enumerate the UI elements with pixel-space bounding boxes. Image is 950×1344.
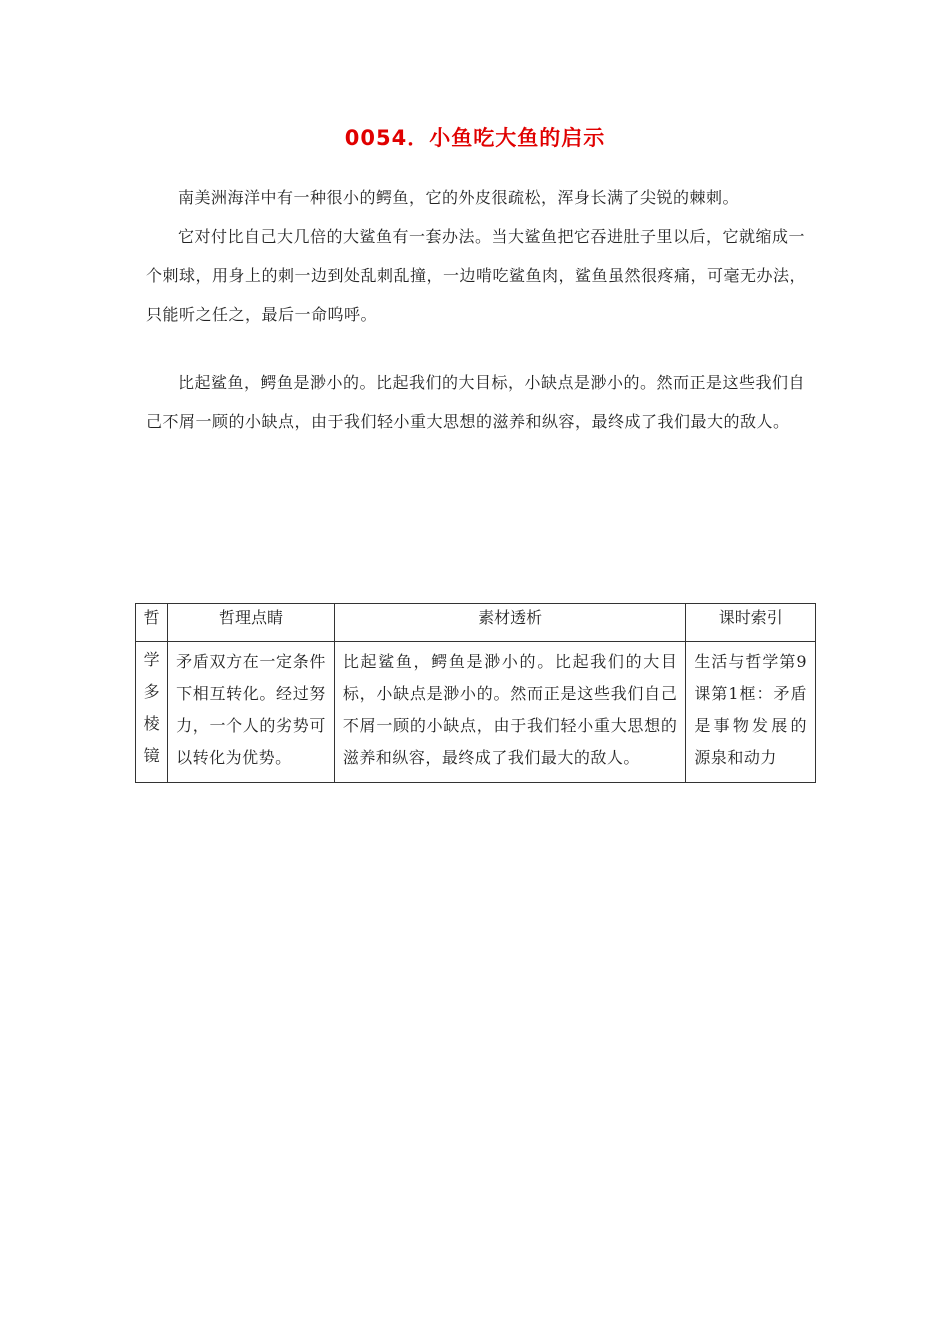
side-char: 多 xyxy=(143,682,160,701)
paragraph-1: 南美洲海洋中有一种很小的鳄鱼，它的外皮很疏松，浑身长满了尖锐的棘刺。 xyxy=(178,188,740,207)
cell-lesson-index: 生活与哲学第9课第1框：矛盾是事物发展的源泉和动力 xyxy=(686,642,816,783)
side-char: 镜 xyxy=(143,746,160,765)
page-title: 0054．小鱼吃大鱼的启示 xyxy=(344,126,606,150)
table-row xyxy=(136,642,816,783)
header-material-analysis: 素材透析 xyxy=(334,604,686,642)
side-char: 棱 xyxy=(143,714,160,733)
header-lesson-index: 课时索引 xyxy=(686,604,816,642)
paragraph-2: 它对付比自己大几倍的大鲨鱼有一套办法。当大鲨鱼把它吞进肚子里以后，它就缩成一个刺球，用身上的刺一边到处乱刺乱撞，一边啃吃鲨鱼肉，鲨鱼虽然很疼痛，可毫无办法，只能听之任之，最后一命呜呼。 xyxy=(146,227,807,324)
cell-philosophy-point: 矛盾双方在一定条件下相互转化。经过努力，一个人的劣势可以转化为优势。 xyxy=(168,642,335,783)
side-label-head: 哲 xyxy=(136,604,168,642)
side-char: 学 xyxy=(143,650,160,669)
philosophy-table xyxy=(135,603,816,783)
cell-material-analysis: 比起鲨鱼，鳄鱼是渺小的。比起我们的大目标，小缺点是渺小的。然而正是这些我们自己不屑一顾的小缺点，由于我们轻小重大思想的滋养和纵容，最终成了我们最大的敌人。 xyxy=(334,642,686,783)
header-philosophy-point: 哲理点睛 xyxy=(168,604,335,642)
table-header-row xyxy=(136,604,816,642)
paragraph-3: 比起鲨鱼，鳄鱼是渺小的。比起我们的大目标，小缺点是渺小的。然而正是这些我们自己不屑一顾的小缺点，由于我们轻小重大思想的滋养和纵容，最终成了我们最大的敌人。 xyxy=(146,373,806,431)
side-label-vertical xyxy=(136,642,168,783)
